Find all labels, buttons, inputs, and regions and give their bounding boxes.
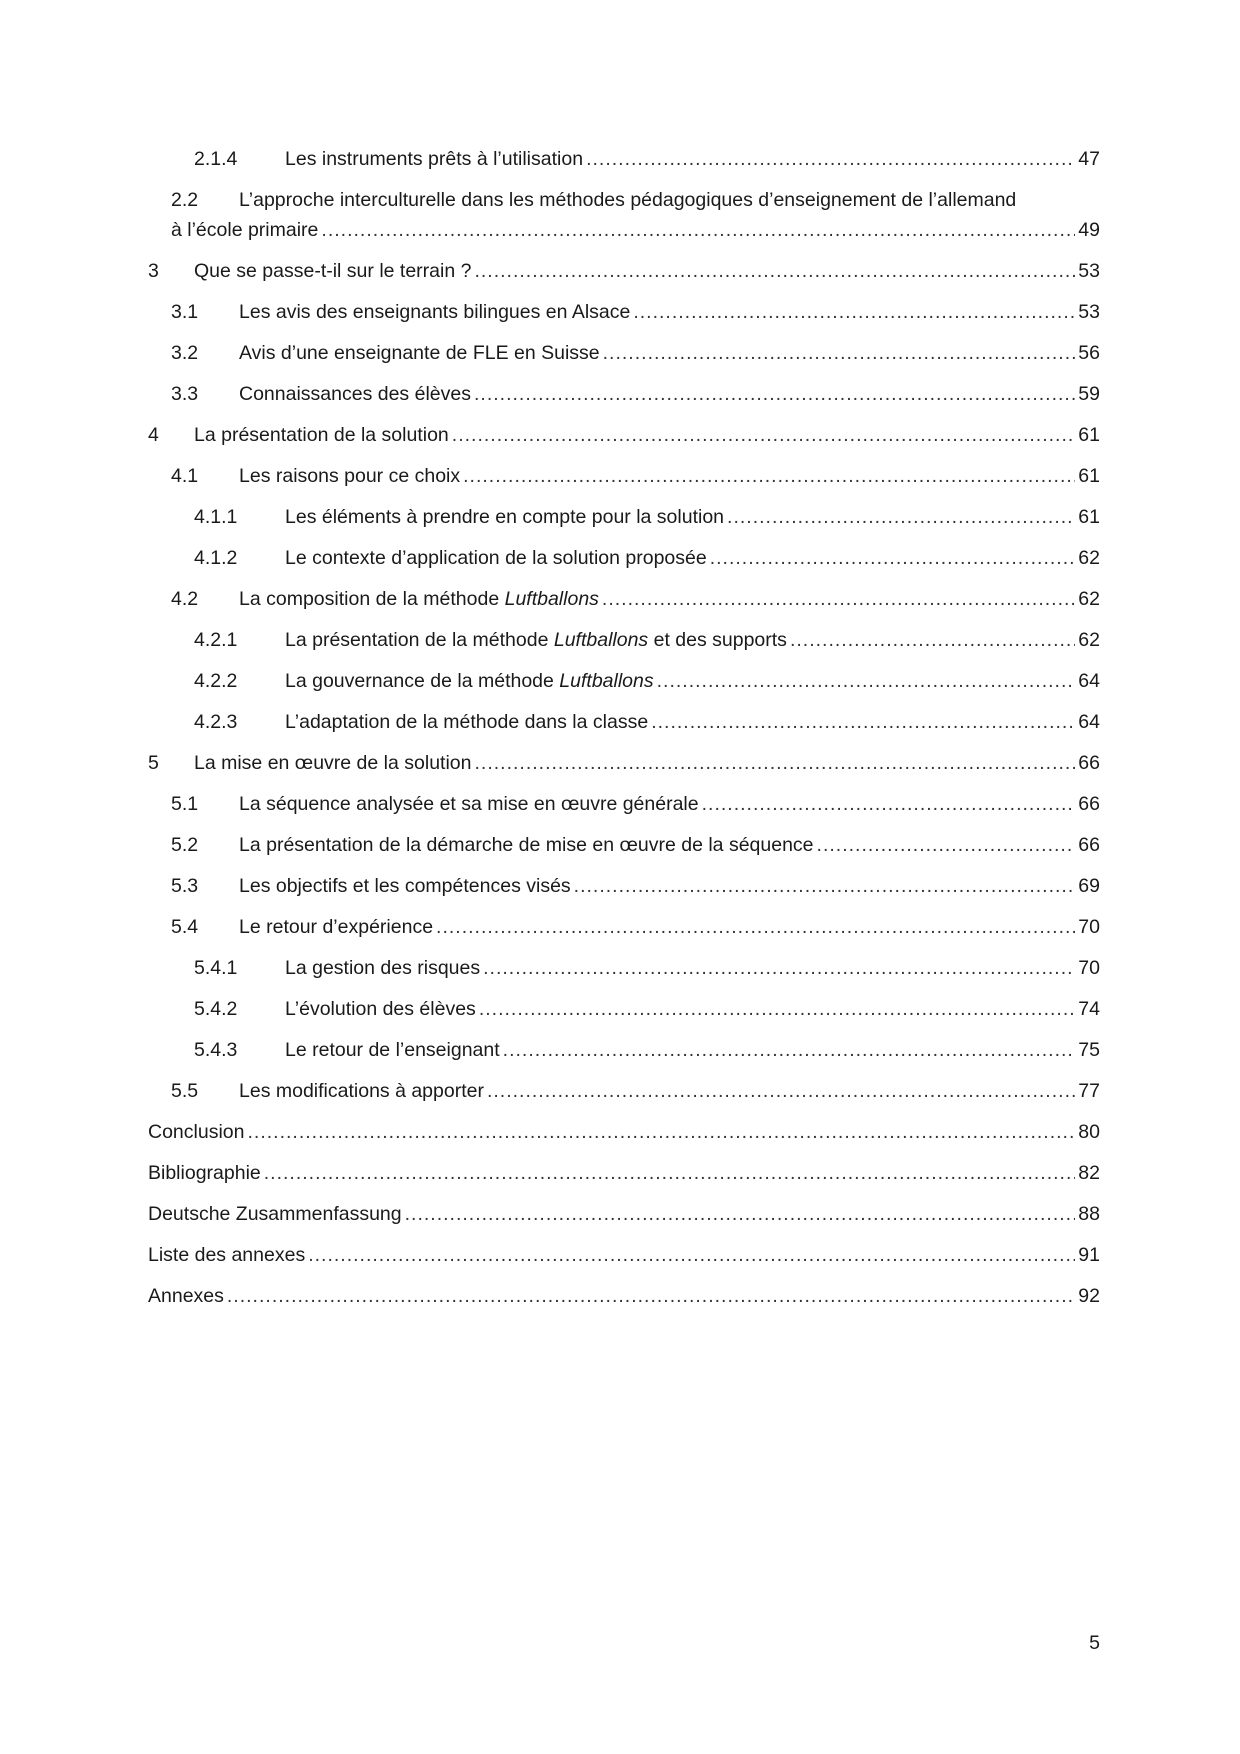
dot-leader [586,144,1075,174]
toc-entry-3[interactable] [148,256,1100,297]
toc-page: 53 [1078,260,1100,282]
toc-entry-4-2-1[interactable] [148,625,1100,666]
toc-entry-5-1[interactable] [148,789,1100,830]
toc-entry-liste-annexes[interactable] [148,1240,1100,1281]
dot-leader [474,748,1075,778]
toc-number: 5.4 [171,916,199,938]
dot-leader [452,420,1076,450]
toc-title-line1: L’approche interculturelle dans les méthodes pédagogiques d’enseignement de l’allemand [239,189,1017,211]
toc-page: 62 [1078,588,1100,610]
toc-number: 5.3 [171,875,199,897]
toc-entry-5-3[interactable] [148,871,1100,912]
toc-number: 3.1 [171,301,199,323]
toc-title: Conclusion [148,1121,245,1143]
toc-page: 59 [1078,383,1100,405]
toc-number: 4 [148,424,159,446]
toc-page: 91 [1078,1244,1100,1266]
toc-number: 5.4.1 [194,957,238,979]
toc-entry-5-4-3[interactable] [148,1035,1100,1076]
toc-entry-3-2[interactable] [148,338,1100,379]
toc-number: 5.2 [171,834,199,856]
toc-title: Les éléments à prendre en compte pour la solution [285,506,725,528]
toc-number: 3.3 [171,383,199,405]
toc-title: Les modifications à apporter [239,1080,484,1102]
toc-page: 75 [1078,1039,1100,1061]
toc-title: La composition de la méthode Luftballons [239,588,599,610]
toc-title: Les raisons pour ce choix [239,465,461,487]
toc-number: 2.2 [171,189,199,211]
toc-page: 49 [1078,219,1100,241]
toc-page: 80 [1078,1121,1100,1143]
method-name: Luftballons [553,629,649,651]
toc-title-line2: à l’école primaire [171,219,319,241]
toc-number: 5.1 [171,793,199,815]
toc-entry-5-4[interactable] [148,912,1100,953]
toc-page: 61 [1078,506,1100,528]
toc-entry-4-2-3[interactable] [148,707,1100,748]
toc-title: Les objectifs et les compétences visés [239,875,571,897]
toc-entry-5-2[interactable] [148,830,1100,871]
dot-leader [817,830,1076,860]
toc-title: Les avis des enseignants bilingues en Alsace [239,301,631,323]
toc-title: Bibliographie [148,1162,261,1184]
toc-entry-5[interactable] [148,748,1100,789]
table-of-contents [148,144,1100,1322]
toc-title: La présentation de la méthode Luftballons et des supports [285,629,787,651]
dot-leader [651,707,1075,737]
method-name: Luftballons [559,670,654,692]
toc-page: 47 [1078,148,1100,170]
toc-title: Deutsche Zusammenfassung [148,1203,402,1225]
toc-number: 4.1.1 [194,506,238,528]
dot-leader [790,625,1075,655]
toc-page: 70 [1078,916,1100,938]
dot-leader [657,666,1076,696]
toc-entry-4-1-1[interactable] [148,502,1100,543]
toc-page: 66 [1078,834,1100,856]
toc-title: L’adaptation de la méthode dans la classe [285,711,649,733]
toc-page: 61 [1078,424,1100,446]
toc-entry-5-4-1[interactable] [148,953,1100,994]
toc-page: 53 [1078,301,1100,323]
toc-entry-zusammenfassung[interactable] [148,1199,1100,1240]
dot-leader [603,338,1076,368]
dot-leader [633,297,1075,327]
dot-leader [710,543,1076,573]
dot-leader [405,1199,1076,1229]
toc-title: Liste des annexes [148,1244,306,1266]
toc-page: 62 [1078,629,1100,651]
toc-title: La présentation de la solution [194,424,449,446]
dot-leader [503,1035,1076,1065]
toc-entry-4-2[interactable] [148,584,1100,625]
page-number: 5 [1089,1632,1100,1654]
toc-title: Annexes [148,1285,224,1307]
dot-leader [247,1117,1075,1147]
toc-number: 4.2.3 [194,711,238,733]
toc-number: 4.2.2 [194,670,238,692]
toc-entry-conclusion[interactable] [148,1117,1100,1158]
toc-number: 4.2.1 [194,629,238,651]
dot-leader [436,912,1075,942]
toc-page: 56 [1078,342,1100,364]
toc-title: L’évolution des élèves [285,998,476,1020]
toc-number: 4.1 [171,465,199,487]
toc-page: 70 [1078,957,1100,979]
toc-title: Que se passe-t-il sur le terrain ? [194,260,472,282]
toc-page: 66 [1078,752,1100,774]
toc-number: 5.5 [171,1080,199,1102]
toc-number: 5.4.2 [194,998,238,1020]
toc-page: 64 [1078,670,1100,692]
toc-entry-annexes[interactable] [148,1281,1100,1322]
toc-title: La séquence analysée et sa mise en œuvre générale [239,793,699,815]
toc-entry-4-1-2[interactable] [148,543,1100,584]
toc-page: 61 [1078,465,1100,487]
toc-page: 74 [1078,998,1100,1020]
toc-number: 4.1.2 [194,547,238,569]
toc-entry-3-1[interactable] [148,297,1100,338]
dot-leader [602,584,1075,614]
dot-leader [227,1281,1075,1311]
method-name: Luftballons [504,588,599,610]
dot-leader [574,871,1076,901]
toc-number: 2.1.4 [194,148,238,170]
toc-page: 62 [1078,547,1100,569]
dot-leader [487,1076,1075,1106]
toc-title: La gestion des risques [285,957,481,979]
toc-title: Le contexte d’application de la solution proposée [285,547,707,569]
toc-page: 92 [1078,1285,1100,1307]
toc-title: Le retour d’expérience [239,916,434,938]
dot-leader [463,461,1075,491]
dot-leader [308,1240,1075,1270]
toc-number: 4.2 [171,588,199,610]
toc-entry-3-3[interactable] [148,379,1100,420]
toc-page: 69 [1078,875,1100,897]
toc-title: Le retour de l’enseignant [285,1039,500,1061]
toc-entry-4-2-2[interactable] [148,666,1100,707]
toc-title: La mise en œuvre de la solution [194,752,472,774]
toc-number: 5.4.3 [194,1039,238,1061]
toc-page: 77 [1078,1080,1100,1102]
toc-number: 5 [148,752,159,774]
dot-leader [264,1158,1076,1188]
toc-title: Connaissances des élèves [239,383,471,405]
toc-entry-4-1[interactable] [148,461,1100,502]
toc-entry-4[interactable] [148,420,1100,461]
dot-leader [702,789,1076,819]
dot-leader [483,953,1075,983]
dot-leader [727,502,1075,532]
toc-title: Les instruments prêts à l’utilisation [285,148,584,170]
dot-leader [474,256,1075,286]
dot-leader [479,994,1075,1024]
toc-title: Avis d’une enseignante de FLE en Suisse [239,342,600,364]
dot-leader [321,215,1075,245]
toc-number: 3 [148,260,159,282]
toc-title: La gouvernance de la méthode Luftballons [285,670,654,692]
dot-leader [474,379,1075,409]
toc-entry-5-5[interactable] [148,1076,1100,1117]
toc-page: 64 [1078,711,1100,733]
toc-entry-2-2[interactable] [148,185,1100,256]
toc-page: 82 [1078,1162,1100,1184]
toc-entry-2-1-4[interactable] [148,144,1100,185]
toc-number: 3.2 [171,342,199,364]
toc-entry-5-4-2[interactable] [148,994,1100,1035]
toc-title: La présentation de la démarche de mise en œuvre de la séquence [239,834,814,856]
toc-entry-bibliographie[interactable] [148,1158,1100,1199]
toc-page: 88 [1078,1203,1100,1225]
toc-page: 66 [1078,793,1100,815]
